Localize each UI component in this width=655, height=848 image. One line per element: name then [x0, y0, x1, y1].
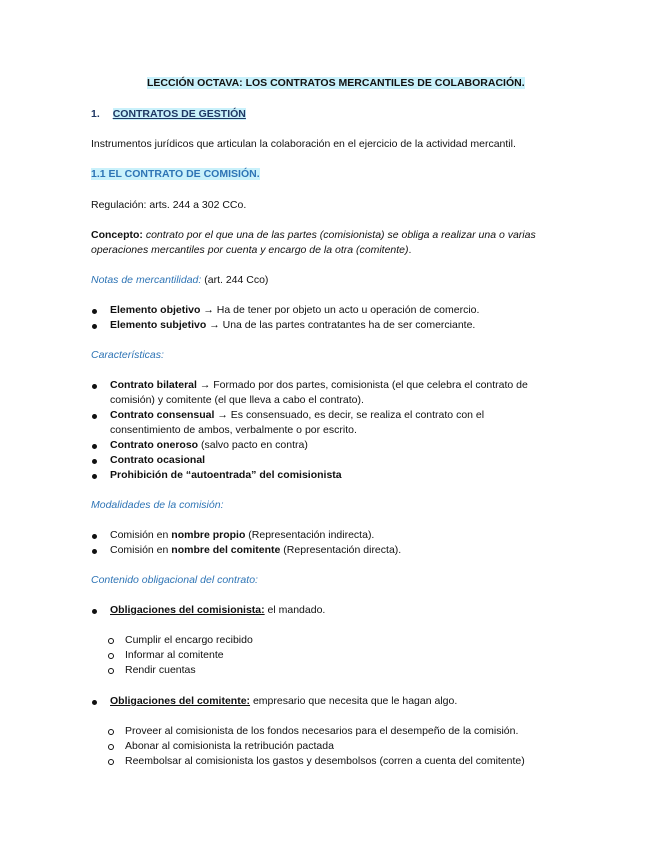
concepto-line-1: [91, 228, 536, 242]
concepto-colon: :: [139, 229, 143, 241]
sub-item: Reembolsar al comisionista los gastos y desembolsos (corren a cuenta del comitente): [125, 755, 525, 767]
modalidad-item: [110, 528, 374, 542]
notas-item: [110, 318, 475, 332]
circle-bullet-icon: [108, 653, 114, 659]
intro-paragraph: Instrumentos jurídicos que articulan la colaboración en el ejercicio de la actividad mercantil.: [91, 138, 516, 150]
caracteristica-text: → Formado por dos partes, comisionista (el que celebra el contrato de: [196, 379, 528, 391]
caracteristica-item: [110, 468, 342, 482]
bullet-icon: [92, 609, 97, 614]
notas-label: Notas de mercantilidad:: [91, 274, 202, 286]
modalidad-rest: (Representación directa).: [280, 544, 402, 556]
notas-heading: [91, 273, 268, 287]
obligaciones-comisionista: [110, 603, 325, 617]
bullet-icon: [92, 309, 97, 314]
bullet-icon: [92, 384, 97, 389]
notas-item: [110, 303, 479, 317]
concepto-text-2: operaciones mercantiles por cuenta y encargo de la otra (comitente): [91, 244, 409, 256]
circle-bullet-icon: [108, 638, 114, 644]
circle-bullet-icon: [108, 759, 114, 765]
obligaciones-comitente-label: Obligaciones del comitente:: [110, 695, 251, 707]
caracteristica-text: (salvo pacto en contra): [198, 439, 308, 451]
modalidades-heading: Modalidades de la comisión:: [91, 499, 224, 511]
bullet-icon: [92, 444, 97, 449]
notas-item-text: → Una de las partes contratantes ha de ser comerciante.: [206, 319, 476, 331]
bullet-icon: [92, 474, 97, 479]
caracteristica-bold: Contrato oneroso: [110, 439, 199, 451]
circle-bullet-icon: [108, 668, 114, 674]
concepto-label: Concepto: [91, 229, 140, 241]
notas-item-text: → Ha de tener por objeto un acto u operación de comercio.: [200, 304, 480, 316]
sub-item: Proveer al comisionista de los fondos necesarios para el desempeño de la comisión.: [125, 725, 519, 737]
obligaciones-comitente-text: empresario que necesita que le hagan algo.: [250, 695, 458, 707]
sub-item: Abonar al comisionista la retribución pactada: [125, 740, 334, 752]
contenido-heading: Contenido obligacional del contrato:: [91, 574, 258, 586]
modalidad-bold: nombre del comitente: [171, 544, 281, 556]
bullet-icon: [92, 534, 97, 539]
notas-item-bold: Elemento subjetivo: [110, 319, 207, 331]
modalidad-bold: nombre propio: [171, 529, 246, 541]
circle-bullet-icon: [108, 729, 114, 735]
section-1-label: CONTRATOS DE GESTIÓN: [112, 108, 246, 120]
caracteristica-bold: Contrato consensual: [110, 409, 215, 421]
sub-item: Informar al comitente: [125, 649, 224, 661]
obligaciones-comitente: [110, 694, 457, 708]
concepto-line-2: [91, 243, 411, 257]
sub-item: Rendir cuentas: [125, 664, 196, 676]
concepto-end: .: [408, 244, 412, 256]
regulacion-text: Regulación: arts. 244 a 302 CCo.: [91, 199, 247, 211]
caracteristica-item: [110, 408, 484, 422]
section-1-heading: [91, 107, 246, 121]
caracteristica-text: → Es consensuado, es decir, se realiza el contrato con el: [214, 409, 485, 421]
caracteristica-item: [110, 453, 205, 467]
modalidad-pre: Comisión en: [110, 529, 172, 541]
caracteristica-item-cont: consentimiento de ambos, verbalmente o por escrito.: [110, 424, 357, 436]
sub-item: Cumplir el encargo recibido: [125, 634, 253, 646]
caracteristica-bold: Prohibición de “autoentrada” del comisionista: [110, 469, 342, 481]
caracteristicas-heading: Características:: [91, 349, 164, 361]
modalidad-pre: Comisión en: [110, 544, 172, 556]
bullet-icon: [92, 549, 97, 554]
section-1-1-heading: [91, 167, 260, 181]
circle-bullet-icon: [108, 744, 114, 750]
section-1-1-label: 1.1 EL CONTRATO DE COMISIÓN.: [91, 168, 260, 180]
caracteristica-bold: Contrato bilateral: [110, 379, 197, 391]
modalidad-item: [110, 543, 401, 557]
modalidad-rest: (Representación indirecta).: [245, 529, 375, 541]
title-text: LECCIÓN OCTAVA: LOS CONTRATOS MERCANTILES DE COLABORACIÓN.: [147, 77, 525, 89]
bullet-icon: [92, 324, 97, 329]
bullet-icon: [92, 700, 97, 705]
caracteristica-bold: Contrato ocasional: [110, 454, 206, 466]
obligaciones-comisionista-text: el mandado.: [264, 604, 326, 616]
document-title: [147, 76, 525, 90]
obligaciones-comisionista-label: Obligaciones del comisionista:: [110, 604, 265, 616]
concepto-text-1: contrato por el que una de las partes (comisionista) se obliga a realizar una o varias: [142, 229, 536, 241]
bullet-icon: [92, 459, 97, 464]
section-1-number: 1.: [91, 108, 100, 120]
bullet-icon: [92, 414, 97, 419]
caracteristica-item: [110, 378, 528, 392]
notas-item-bold: Elemento objetivo: [110, 304, 201, 316]
notas-ref: (art. 244 Cco): [201, 274, 269, 286]
caracteristica-item-cont: comisión) y comitente (el que lleva a cabo el contrato).: [110, 394, 364, 406]
caracteristica-item: [110, 438, 308, 452]
